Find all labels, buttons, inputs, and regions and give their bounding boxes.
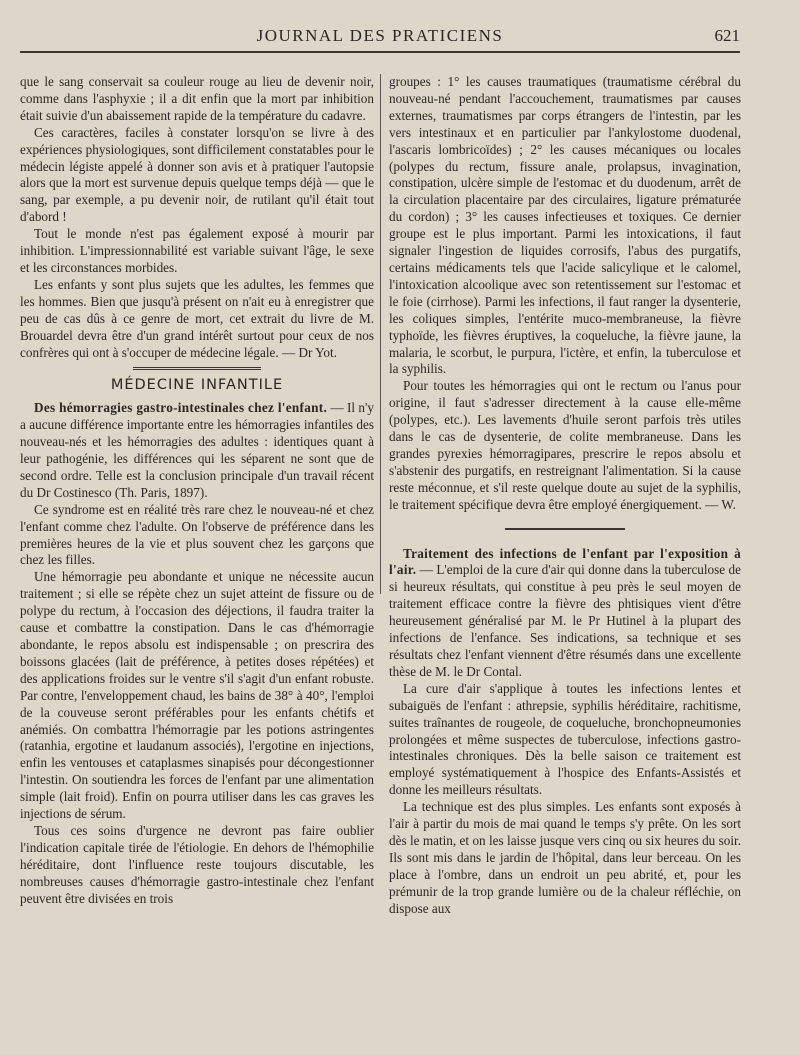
paragraph: Ce syndrome est en réalité très rare chez le nouveau-né et chez l'enfant comme chez l'adulte. On l'observe de préférence dans les premières heures de la vie et plus souvent chez les garçons que chez les filles. xyxy=(20,501,374,568)
article-separator xyxy=(505,528,625,530)
right-column xyxy=(389,74,741,918)
page-header xyxy=(20,26,740,48)
paragraph: Ces caractères, faciles à constater lorsqu'on se livre à des expériences physiologiques, sont difficilement constatables pour le médecin légiste appelé à donner son avis et à pratiquer l'autopsie alors que la mort est survenue depuis quelque temps déjà — que le sang, par exemple, a pu devenir noir, de rutilant qu'il était tout d'abord ! xyxy=(20,124,374,225)
paragraph: Pour toutes les hémorragies qui ont le rectum ou l'anus pour origine, il faut s'adresser directement à la cause elle-même (polypes, etc.). Les lavements d'huile seront parfois très utiles dans le cas de dysenterie, de colite membraneuse. Dans les grandes pyrexies hémorragipares, prescrire le repos absolu et s'abstenir des purgatifs, en restreignant l'alimentation. Si la cause reste méconnue, et s'il reste quelque doute au sujet de la syphilis, le traitement spécifique devra être employé énergiquement. — W. xyxy=(389,378,741,512)
article-paragraph xyxy=(20,400,374,501)
header-rule xyxy=(20,51,740,53)
article-text: — L'emploi de la cure d'air qui donne dans la tuberculose de si heureux résultats, qui constitue à peu près le seul moyen de traitement efficace contre la fièvre des phtisiques vient d'être heureusement généralisé par M. le Pr Hutinel à la plupart des infections de l'enfance. Ses indications, sa technique et ses résultats chez l'enfant viennent d'être résumés dans une excellente thèse de M. le Dr Contal. xyxy=(389,562,741,679)
article-text: — Il n'y a aucune différence importante entre les hémorragies infantiles des nouveau-nés et les hémorragies des adultes : identiques quant à leur pathogénie, les différences qui les séparent ne sont que de second ordre. Telle est la conclusion principale d'un travail récent du Dr Costinesco (Th. Paris, 1897). xyxy=(20,400,374,500)
article-lead: Traitement des infections de l'enfant par l'exposition à l'air. xyxy=(389,545,741,578)
paragraph: Les enfants y sont plus sujets que les adultes, les femmes que les hommes. Bien que jusqu'à présent on n'ait eu à enregistrer que peu de cas dûs à ce genre de mort, cet extrait du livre de M. Brouardel devra être d'un grand intérêt surtout pour ceux de nos confrères qui ont à s'occuper de médecine légale. — Dr Yot. xyxy=(20,276,374,360)
article-lead: Des hémorragies gastro-intestinales chez l'enfant. xyxy=(34,400,328,416)
paragraph: Tout le monde n'est pas également exposé à mourir par inhibition. L'impressionnabilité est variable suivant l'âge, le sexe et les circonstances morbides. xyxy=(20,226,374,275)
paragraph: La technique est des plus simples. Les enfants sont exposés à l'air à partir du mois de mai quand le temps s'y prête. On les sort dès le matin, et on les laisse jusque vers cinq ou six heures du soir. Ils sont mis dans le jardin de l'hôpital, dans leur berceau. On les place à l'ombre, dans un endroit un peu abrité, et, pour les prémunir de la trop grande lumière ou de la chaleur réfléchie, on dispose aux xyxy=(389,799,741,916)
section-rule xyxy=(133,367,261,370)
paragraph: que le sang conservait sa couleur rouge au lieu de devenir noir, comme dans l'asphyxie ; il a dit enfin que la mort par inhibition était suivie d'un abaissement rapide de la température du cadavre. xyxy=(20,74,374,123)
column-divider xyxy=(380,74,381,594)
paragraph: groupes : 1° les causes traumatiques (traumatisme cérébral du nouveau-né pendant l'accouchement, traumatismes par causes externes, traumatismes par corps étrangers de l'intestin, par les vers intestinaux et en particulier par l'ankylostome duodenal, l'ascaris lombricoïdes) ; 2° les causes mécaniques ou locales (polypes du rectum, fissure anale, prolapsus, invagination, constipation, ulcère simple de l'estomac et du duodenum, arrêt de la circulation placentaire par des circulaires, ligature prématurée du cordon) ; 3° les causes infectieuses et toxiques. Ce dernier groupe est le plus important. Parmi les intoxications, il faut signaler l'ingestion de liquides corrosifs, l'abus des purgatifs, certains médicaments tels que l'acide salicylique et le calomel, l'intoxication alcoolique avec son retentissement sur l'estomac et le foie (cirrhose). Parmi les infections, il faut ranger la dysenterie, les coliques simples, l'entérite muco-membraneuse, la fièvre typhoïde, les fièvres éruptives, la coqueluche, la fièvre jaune, la malaria, le scorbut, le purpura, l'ictère, et enfin, la tuberculose et la syphilis. xyxy=(389,74,741,377)
page-number: 621 xyxy=(714,26,740,45)
journal-title: JOURNAL DES PRATICIENS xyxy=(256,26,504,45)
article-paragraph xyxy=(389,546,741,681)
paragraph: Une hémorragie peu abondante et unique ne nécessite aucun traitement ; si elle se répète chez un sujet atteint de fissure ou de polype du rectum, à l'occasion des déjections, il faudra traiter la cause et combattre la constipation. Dans le cas d'hémorragie abondante, le repos absolu est indispensable ; on prescrira des boissons glacées (lait de préférence, à petites doses répétées) et des applications froides sur le ventre s'il s'agit d'un enfant robuste. Par contre, l'enveloppement chaud, les bains de 38° à 40°, l'emploi de la couveuse seront préférables pour les enfants chétifs et anémiés. On combattra l'hémorragie par les potions astringentes (ratanhia, ergotine et laudanum associés), l'ergotine en injections, enfin les ventouses et cataplasmes sinapisés pour décongestionner l'intestin. On soutiendra les forces de l'enfant par une alimentation simple (lait froid). Enfin on pourra utiliser dans les cas graves les injections de sérum. xyxy=(20,569,374,822)
paragraph: Tous ces soins d'urgence ne devront pas faire oublier l'indication capitale tirée de l'étiologie. En dehors de l'hémophilie héréditaire, dont l'influence reste toujours discutable, les nombreuses causes d'hémorragie gastro-intestinale chez l'enfant peuvent être divisées en trois xyxy=(20,822,374,906)
paragraph: La cure d'air s'applique à toutes les infections lentes et subaiguës de l'enfant : athrepsie, syphilis héréditaire, rachitisme, suites traînantes de rougeole, de coqueluche, bronchopneumonies prolongées et même suspectes de tuberculose, infections gastro-intestinales chroniques. Dès la belle saison ce traitement est employé systématiquement à l'hospice des Enfants-Assistés et donne les meilleurs résultats. xyxy=(389,680,741,798)
section-title: MÉDECINE INFANTILE xyxy=(110,377,284,394)
left-column xyxy=(20,74,374,908)
